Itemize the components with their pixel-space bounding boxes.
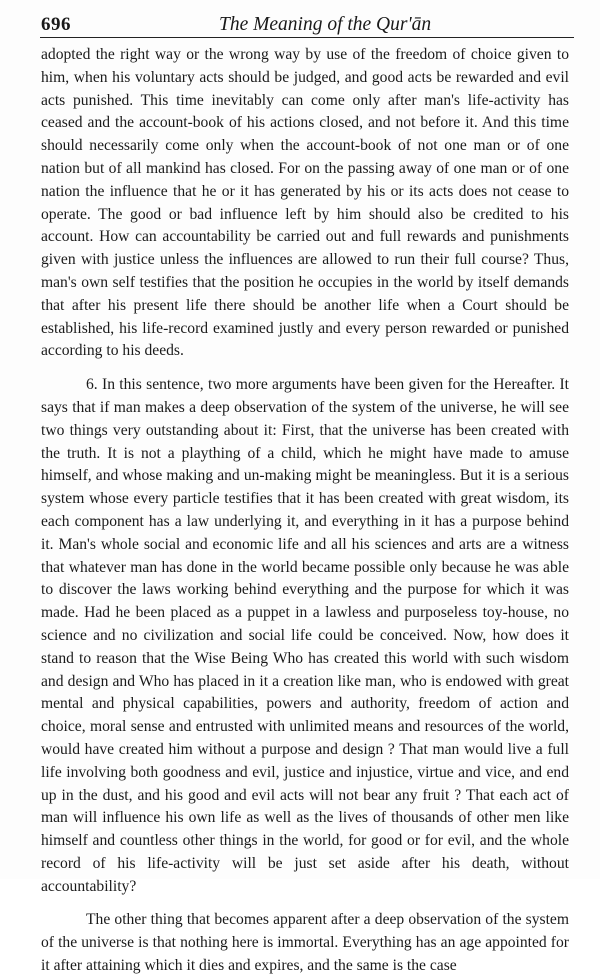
page-number: 696 bbox=[41, 14, 71, 35]
paragraph-continuation: adopted the right way or the wrong way by use of the freedom of choice given to him, when his voluntary acts should be judged, and good acts be rewarded and evil acts punished. This time inevitably can come only after man's life-activity has ceased and the account-book of his actions closed, and not before it. And this time should necessarily come only when the account-book of not one man or of one nation but of all mankind has closed. For on the passing away of one man or of one nation the influence that he or it has generated by his or its acts does not cease to operate. The good or bad influence left by him should also be credited to his account. How can accountability be carried out and full rewards and punishments given with justice unless the influences are allowed to run their full course? Thus, man's own self testifies that the position he occupies in the world by itself demands that after his present life there should be another life when a Court should be established, his life-record examined justly and every person rewarded or punished according to his deeds. bbox=[41, 46, 569, 360]
paragraph-other-thing: The other thing that becomes apparent after a deep observation of the system of the universe is that nothing here is immortal. Everything has an age appointed for it after attaining which it dies and expires, and the same is the case bbox=[41, 911, 569, 975]
body-text bbox=[41, 44, 569, 978]
page-header bbox=[41, 10, 574, 36]
header-rule bbox=[40, 37, 574, 38]
running-title: The Meaning of the Qur'ān bbox=[219, 14, 432, 35]
paragraph-note-6: 6. In this sentence, two more arguments have been given for the Hereafter. It says that if man makes a deep observation of the system of the universe, he will see two things very outstanding about it: First, that the universe has been created with the truth. It is not a plaything of a child, which he might have made to amuse himself, and whose making and un-making might be meaningless. But it is a serious system whose every particle testifies that it has been created with great wisdom, its each component has a law underlying it, and everything in it has a purpose behind it. Man's whole social and economic life and all his sciences and arts are a witness that whatever man has done in the world became possible only because he was able to discover the laws working behind everything and the purpose for which it was made. Had he been placed as a puppet in a lawless and purposeless toy-house, no science and no civilization and social life could be conceived. Now, how does it stand to reason that the Wise Being Who has created this world with such wisdom and design and Who has placed in it a creation like man, who is endowed with great mental and physical capabilities, powers and authority, freedom of action and choice, moral sense and entrusted with unlimited means and resources of the world, would have created him without a purpose and design ? That man would live a full life involving both goodness and evil, justice and injustice, virtue and vice, and end up in the dust, and his good and evil acts will not bear any fruit ? That each act of man will influence his own life as well as the lives of thousands of other men like himself and countless other things in the world, for good or for evil, and the whole record of his life-activity will be just set aside after his death, without accountability? bbox=[41, 376, 569, 895]
